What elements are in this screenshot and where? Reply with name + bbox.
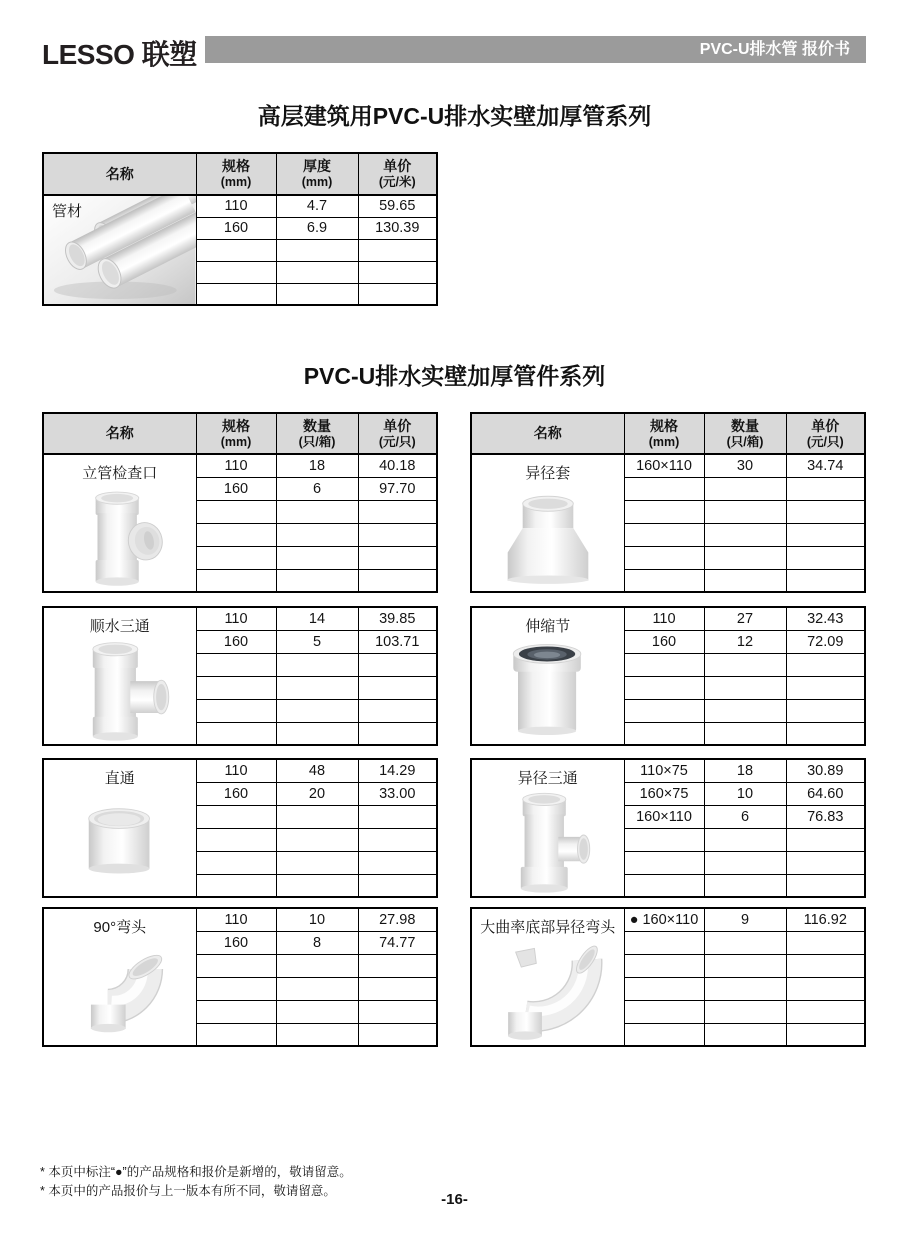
spec-cell — [624, 874, 704, 897]
flow-tee-image — [44, 638, 196, 743]
spec-cell — [196, 239, 276, 261]
price-cell — [358, 523, 437, 546]
price-cell — [786, 653, 865, 676]
qty-cell: 6 — [704, 805, 786, 828]
price-table-pipe — [42, 152, 438, 306]
qty-cell — [276, 1023, 358, 1046]
qty-cell: 20 — [276, 782, 358, 805]
table-header — [471, 413, 865, 454]
qty-cell — [704, 954, 786, 977]
spec-cell — [624, 1023, 704, 1046]
qty-cell: 27 — [704, 607, 786, 630]
price-cell: 32.43 — [786, 607, 865, 630]
table-row — [43, 195, 437, 217]
footer-note-new-items: * 本页中标注“●”的产品规格和报价是新增的，敬请留意。 — [40, 1165, 352, 1179]
spec-cell — [196, 500, 276, 523]
coupling-image — [66, 790, 174, 890]
price-cell: 39.85 — [358, 607, 437, 630]
fitting-table-slot-l3 — [42, 907, 438, 1047]
table-header — [43, 153, 437, 195]
price-cell: 116.92 — [786, 908, 865, 931]
price-cell: 14.29 — [358, 759, 437, 782]
qty-cell — [276, 1000, 358, 1023]
product-cell — [471, 759, 624, 897]
price-cell — [786, 931, 865, 954]
spec-cell — [624, 977, 704, 1000]
spec-cell — [196, 283, 276, 305]
spec-cell: 110 — [196, 454, 276, 477]
price-cell: 130.39 — [358, 217, 437, 239]
qty-cell — [704, 874, 786, 897]
price-cell — [358, 954, 437, 977]
reducing-tee-image — [494, 790, 602, 895]
price-cell: 76.83 — [786, 805, 865, 828]
table-row — [471, 607, 865, 630]
qty-cell: 18 — [704, 759, 786, 782]
price-cell — [786, 569, 865, 592]
column-header: 单价 (元/米) — [358, 153, 437, 195]
price-table-r2 — [470, 758, 866, 898]
product-cell — [471, 454, 624, 592]
price-cell — [358, 874, 437, 897]
expansion-joint-image — [494, 638, 602, 743]
price-cell: 97.70 — [358, 477, 437, 500]
price-cell — [358, 676, 437, 699]
qty-cell — [704, 569, 786, 592]
column-header: 数量 (只/箱) — [276, 413, 358, 454]
price-cell: 34.74 — [786, 454, 865, 477]
spec-cell: 110 — [196, 759, 276, 782]
product-name: 异径三通 — [517, 770, 578, 787]
spec-cell — [624, 1000, 704, 1023]
spec-cell: 160 — [196, 630, 276, 653]
qty-cell — [704, 653, 786, 676]
price-cell — [358, 805, 437, 828]
qty-cell — [276, 283, 358, 305]
qty-cell — [276, 500, 358, 523]
price-cell — [786, 1023, 865, 1046]
qty-cell — [704, 523, 786, 546]
spec-cell: 110 — [196, 908, 276, 931]
column-header: 单价 (元/只) — [358, 413, 437, 454]
fittings-section-title: PVC-U排水实壁加厚管件系列 — [303, 363, 606, 389]
fitting-table-slot-r0 — [470, 412, 866, 593]
table-row — [43, 454, 437, 477]
large-radius-elbow-image — [472, 939, 624, 1044]
qty-cell — [704, 699, 786, 722]
spec-cell: 110×75 — [624, 759, 704, 782]
spec-cell — [196, 1023, 276, 1046]
spec-cell — [196, 569, 276, 592]
qty-cell — [704, 500, 786, 523]
flow-tee-image — [66, 638, 174, 743]
page-number: -16- — [441, 1191, 468, 1208]
qty-cell — [276, 239, 358, 261]
product-cell — [471, 607, 624, 745]
table-row — [471, 759, 865, 782]
spec-cell — [196, 261, 276, 283]
spec-cell: 160 — [196, 931, 276, 954]
spec-cell — [196, 954, 276, 977]
price-table-l2 — [42, 758, 438, 898]
spec-cell — [624, 546, 704, 569]
spec-cell — [624, 500, 704, 523]
spec-cell — [196, 653, 276, 676]
coupling-image — [44, 790, 196, 890]
qty-cell: 30 — [704, 454, 786, 477]
column-header: 规格 (mm) — [196, 153, 276, 195]
column-header: 单价 (元/只) — [786, 413, 865, 454]
price-cell — [786, 954, 865, 977]
price-table-r0 — [470, 412, 866, 593]
spec-cell — [624, 851, 704, 874]
expansion-joint-image — [472, 638, 624, 743]
qty-cell — [276, 261, 358, 283]
lesso-logo: LESSO 联塑 — [42, 39, 197, 70]
price-table-r1 — [470, 606, 866, 746]
banner-title: PVC-U排水管 报价书 — [699, 41, 850, 58]
elbow-90-image — [66, 939, 174, 1044]
pipe-table-slot — [42, 152, 438, 306]
spec-cell — [196, 977, 276, 1000]
header-banner — [205, 36, 866, 63]
qty-cell: 12 — [704, 630, 786, 653]
product-cell — [43, 454, 196, 592]
price-cell — [786, 977, 865, 1000]
column-header: 厚度 (mm) — [276, 153, 358, 195]
reducer-image — [494, 485, 602, 590]
price-cell — [358, 239, 437, 261]
qty-cell — [276, 569, 358, 592]
qty-cell — [704, 1023, 786, 1046]
spec-cell: 160×110 — [624, 805, 704, 828]
price-cell — [786, 874, 865, 897]
price-cell — [786, 500, 865, 523]
price-table-r3 — [470, 907, 866, 1047]
inspection-tee-image — [66, 485, 174, 590]
price-cell: 103.71 — [358, 630, 437, 653]
price-cell — [358, 261, 437, 283]
product-cell — [43, 759, 196, 897]
reducing-tee-image — [472, 790, 624, 895]
spec-cell — [196, 546, 276, 569]
qty-cell — [704, 931, 786, 954]
pipe-section-title: 高层建筑用PVC-U排水实壁加厚管系列 — [257, 103, 652, 129]
spec-cell — [196, 1000, 276, 1023]
qty-cell — [276, 653, 358, 676]
qty-cell: 4.7 — [276, 195, 358, 217]
product-name: 立管检查口 — [82, 465, 158, 482]
price-cell — [786, 828, 865, 851]
qty-cell — [276, 722, 358, 745]
qty-cell — [704, 1000, 786, 1023]
price-cell: 30.89 — [786, 759, 865, 782]
spec-cell: 160 — [196, 782, 276, 805]
qty-cell — [704, 722, 786, 745]
table-row — [43, 759, 437, 782]
spec-cell — [624, 699, 704, 722]
qty-cell: 9 — [704, 908, 786, 931]
spec-cell: 160 — [624, 630, 704, 653]
qty-cell — [276, 699, 358, 722]
qty-cell — [704, 676, 786, 699]
spec-cell — [196, 722, 276, 745]
table-row — [43, 607, 437, 630]
price-cell — [358, 1023, 437, 1046]
table-row — [43, 908, 437, 931]
product-name: 大曲率底部异径弯头 — [480, 919, 616, 936]
spec-cell: 160 — [196, 217, 276, 239]
spec-cell — [196, 851, 276, 874]
spec-cell: 160 — [196, 477, 276, 500]
column-header: 规格 (mm) — [196, 413, 276, 454]
product-name: 顺水三通 — [89, 618, 150, 635]
qty-cell: 10 — [276, 908, 358, 931]
spec-cell — [624, 477, 704, 500]
price-cell — [786, 722, 865, 745]
fitting-table-slot-r3 — [470, 907, 866, 1047]
table-row — [471, 908, 865, 931]
reducer-image — [472, 485, 624, 590]
spec-cell — [196, 828, 276, 851]
qty-cell — [276, 977, 358, 1000]
price-cell — [786, 477, 865, 500]
spec-cell — [196, 676, 276, 699]
fitting-table-slot-l1 — [42, 606, 438, 746]
qty-cell — [276, 828, 358, 851]
qty-cell: 10 — [704, 782, 786, 805]
price-cell — [358, 653, 437, 676]
large-radius-elbow-image — [491, 939, 605, 1044]
price-cell: 40.18 — [358, 454, 437, 477]
spec-cell — [624, 653, 704, 676]
spec-cell — [196, 523, 276, 546]
product-name: 管材 — [52, 203, 83, 220]
product-name: 异径套 — [525, 465, 571, 482]
price-cell — [786, 523, 865, 546]
price-cell: 27.98 — [358, 908, 437, 931]
fitting-table-slot-l2 — [42, 758, 438, 898]
qty-cell: 18 — [276, 454, 358, 477]
qty-cell — [276, 954, 358, 977]
qty-cell — [276, 546, 358, 569]
qty-cell — [276, 523, 358, 546]
qty-cell — [704, 546, 786, 569]
product-name: 伸缩节 — [525, 618, 571, 635]
column-header: 名称 — [43, 153, 196, 195]
table-row — [471, 454, 865, 477]
fitting-table-slot-r1 — [470, 606, 866, 746]
price-cell — [358, 546, 437, 569]
price-cell — [786, 699, 865, 722]
inspection-tee-image — [44, 485, 196, 590]
price-cell — [786, 676, 865, 699]
spec-cell — [196, 874, 276, 897]
price-cell — [358, 828, 437, 851]
column-header: 数量 (只/箱) — [704, 413, 786, 454]
price-cell — [358, 722, 437, 745]
spec-cell: 110 — [196, 607, 276, 630]
price-cell — [786, 1000, 865, 1023]
qty-cell — [276, 676, 358, 699]
table-header — [43, 413, 437, 454]
price-table-l3 — [42, 907, 438, 1047]
qty-cell — [704, 828, 786, 851]
price-cell — [358, 283, 437, 305]
fitting-table-slot-r2 — [470, 758, 866, 898]
qty-cell — [276, 805, 358, 828]
qty-cell — [276, 851, 358, 874]
qty-cell — [704, 477, 786, 500]
spec-cell — [624, 931, 704, 954]
price-cell — [358, 977, 437, 1000]
price-cell — [358, 699, 437, 722]
spec-cell: 160×75 — [624, 782, 704, 805]
column-header: 名称 — [43, 413, 196, 454]
spec-cell — [624, 722, 704, 745]
product-cell — [471, 908, 624, 1046]
price-cell — [358, 569, 437, 592]
qty-cell — [276, 874, 358, 897]
qty-cell — [704, 851, 786, 874]
fitting-table-slot-l0 — [42, 412, 438, 593]
qty-cell: 48 — [276, 759, 358, 782]
spec-cell — [196, 805, 276, 828]
price-cell: 64.60 — [786, 782, 865, 805]
price-table-l0 — [42, 412, 438, 593]
column-header: 名称 — [471, 413, 624, 454]
elbow-90-image — [44, 939, 196, 1044]
price-cell: 74.77 — [358, 931, 437, 954]
price-cell: 33.00 — [358, 782, 437, 805]
spec-cell: 160×110 — [624, 454, 704, 477]
spec-cell — [624, 523, 704, 546]
qty-cell: 6.9 — [276, 217, 358, 239]
qty-cell — [704, 977, 786, 1000]
price-cell — [358, 851, 437, 874]
product-name: 直通 — [104, 770, 135, 787]
price-cell — [786, 546, 865, 569]
price-table-l1 — [42, 606, 438, 746]
spec-cell — [624, 828, 704, 851]
product-cell — [43, 607, 196, 745]
qty-cell: 8 — [276, 931, 358, 954]
product-cell — [43, 908, 196, 1046]
spec-cell: 110 — [196, 195, 276, 217]
product-cell — [43, 195, 196, 305]
footer-note-price-change: * 本页中的产品报价与上一版本有所不同，敬请留意。 — [40, 1184, 336, 1199]
spec-cell: ● 160×110 — [624, 908, 704, 931]
price-cell — [358, 1000, 437, 1023]
price-cell: 72.09 — [786, 630, 865, 653]
spec-cell: 110 — [624, 607, 704, 630]
product-name: 90°弯头 — [93, 919, 147, 936]
spec-cell — [624, 954, 704, 977]
price-cell: 59.65 — [358, 195, 437, 217]
price-cell — [786, 851, 865, 874]
spec-cell — [624, 569, 704, 592]
column-header: 规格 (mm) — [624, 413, 704, 454]
qty-cell: 6 — [276, 477, 358, 500]
spec-cell — [196, 699, 276, 722]
qty-cell: 5 — [276, 630, 358, 653]
price-cell — [358, 500, 437, 523]
spec-cell — [624, 676, 704, 699]
qty-cell: 14 — [276, 607, 358, 630]
